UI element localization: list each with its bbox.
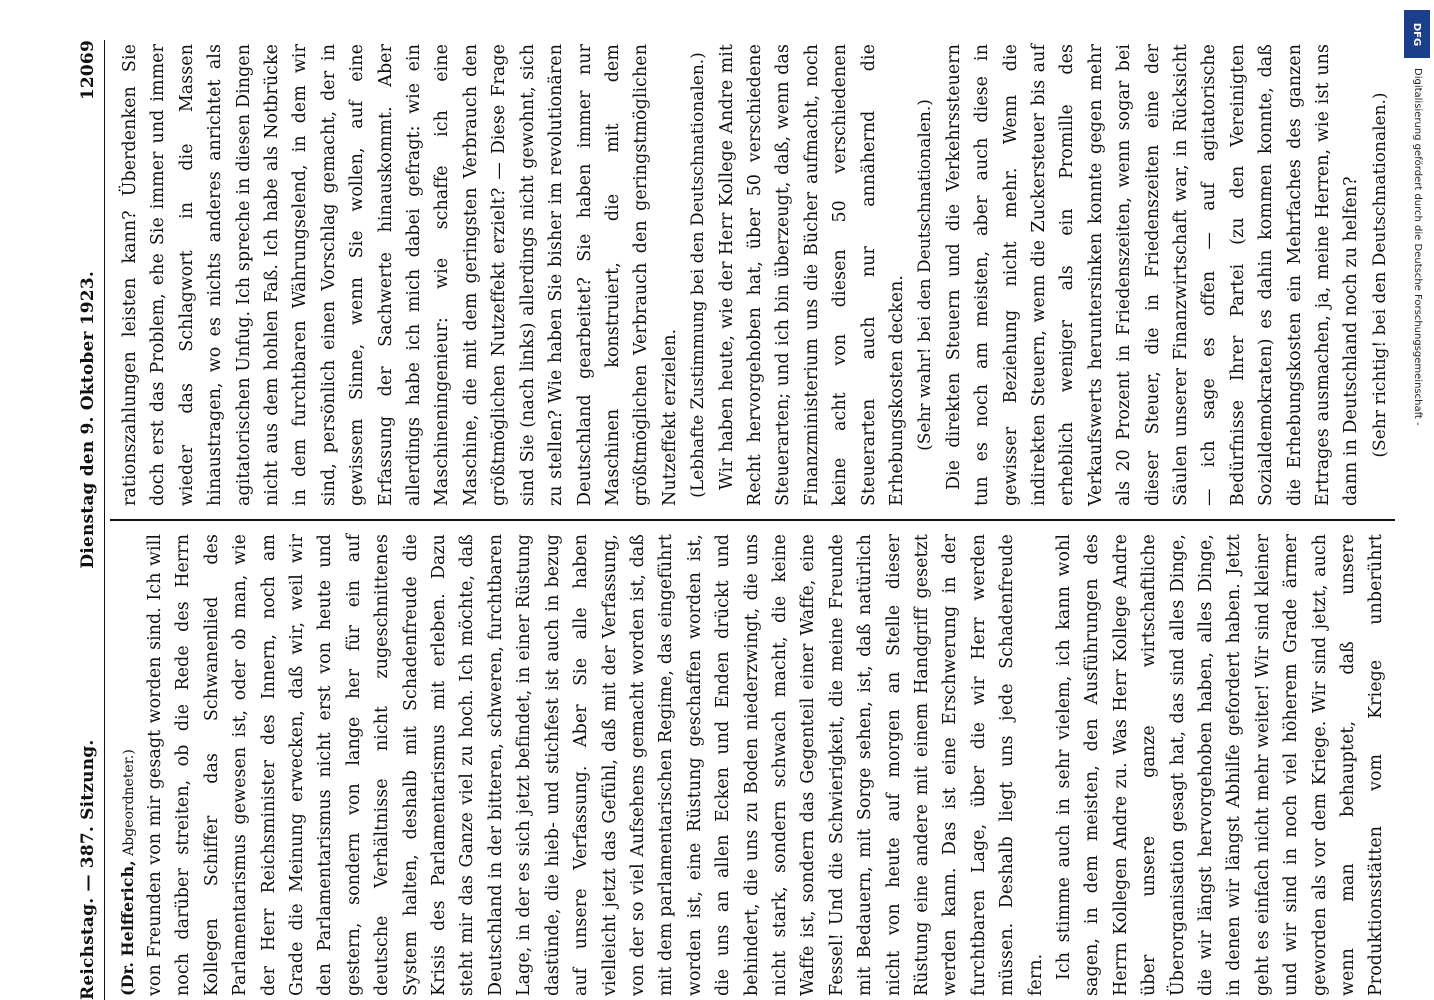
interjection: (Sehr richtig! bei den Deutschnationalen.) [1369,92,1390,458]
digitization-note: Digitalisierung gefördert durch die Deutsche Forschungsgemeinschaft - [1412,68,1423,426]
digitization-credit [1402,8,1432,993]
paragraph: Ich stimme auch in sehr vielem, ich kann wohl sagen, in dem meisten, den Ausführungen des Herrn Kollegen Andre zu. Was Herr Kollege Andre über unsere ganze wirtschaftliche Überorganisation gesagt hat, das sind alles Dinge, die wir längst hervorgehoben haben, alles Dinge, in denen wir längst Abhilfe gefordert haben. Jetzt geht es einfach nicht mehr weiter! Wir sind kleiner und wir sind in noch viel höherem Grade ärmer geworden als vor dem Kriege. Wir sind jetzt, auch wenn man behauptet, daß unsere Produktionsstätten vom Kriege unberührt [1054,534,1387,996]
header-left: Reichstag. — 387. Sitzung. [78,739,98,1000]
interjection: (Sehr wahr! bei den Deutschnationalen.) [915,99,936,451]
page-header [70,40,105,1000]
column-divider [110,520,1395,522]
rotated-page [70,40,1400,1000]
paragraph: rationszahlungen leisten kann? Überdenken Sie doch erst das Problem, ehe Sie immer und immer wieder das Schlagwort in die Massen hinaustragen, wo es nichts anderes anrichtet als agitatorischen Unfug. Ich spreche in diesen Dingen nicht aus dem hohlen Faß. Ich habe als Notbrücke in dem furchtbaren Währungselend, in dem wir sind, persönlich einen Vorschlag gemacht, der in gewissem Sinne, wenn Sie wollen, auf eine Erfassung der Sachwerte hinauskommt. Aber allerdings habe ich mich dabei gefragt: wie ein Maschineningenieur: wie schaffe ich eine Maschine, die mit dem geringsten Verbrauch den größtmöglichen Nutzeffekt erzielt? — Diese Frage sind Sie (nach links) allerdings nicht gewohnt, sich zu stellen? Wie haben Sie bisher im revolutionären Deutschland gearbeitet? Sie haben immer nur Maschinen konstruiert, die mit dem größtmöglichen Verbrauch den geringstmöglichen Nutzeffekt erzielen. [120,44,680,506]
right-column [110,40,1395,520]
left-column [110,520,1395,1000]
paragraph: von Freunden von mir gesagt worden sind. Ich will noch darüber streiten, ob die Rede des Herrn Kollegen Schiffer das Schwanenlied des Parlamentarismus gewesen ist, oder ob man, wie der Herr Reichsminister des Innern, noch am Grade die Meinung erwecken, daß wir, weil wir den Parlamentarismus nicht erst von heute und gestern, sondern von lange her für ein auf deutsche Verhältnisse nicht zugeschnittenes System halten, deshalb mit Schadenfreude die Krisis des Parlamentarismus mit erleben. Dazu steht mir das Ganze viel zu hoch. Ich möchte, daß Deutschland in der bitteren, schweren, furchtbaren Lage, in der es sich jetzt befindet, in einer Rüstung dastünde, die hieb- und stichfest ist auch in bezug auf unsere Verfassung. Aber Sie alle haben vielleicht jetzt das Gefühl, daß mit der Verfassung, von der so viel Aufsehens gemacht worden ist, daß mit dem parlamentarischen Regime, das eingeführt worden ist, eine Rüstung geschaffen worden ist, die uns an allen Ecken und Enden drückt und behindert, die uns zu Boden niederzwingt, die uns nicht stark, sondern schwach macht, die keine Waffe ist, sondern das Gegenteil einer Waffe, eine Fessel! Und die Schwierigkeit, die meine Freunde mit Bedauern, mit Sorge sehen, ist, daß natürlich nicht von heute auf morgen an Stelle dieser Rüstung eine andere mit einem Handgriff gesetzt werden kann. Das ist eine Erschwerung in der furchtbaren Lage, über die wir Herr werden müssen. Deshalb liegt uns jede Schadenfreude fern. [145,534,1046,996]
paragraph [1394,44,1395,506]
speaker-name: (Dr. Helfferich, [118,860,137,996]
speaker-role: Abgeordneter.) [121,749,137,856]
page-number: 12069 [78,40,98,101]
paragraph: Die direkten Steuern und die Verkehrssteuern tun es noch am meisten, aber auch diese in gewisser Beziehung nicht mehr. Wenn die indirekten Steuern, wenn die Zuckersteuer bis auf erheblich weniger als ein Promille des Verkaufswerts heruntersinken konnte gegen mehr als 20 Prozent in Friedenszeiten, wenn sogar bei dieser Steuer, die in Friedenszeiten eine der Säulen unserer Finanzwirtschaft war, in Rücksicht — ich sage es offen — auf agitatorische Bedürfnisse Ihrer Partei (zu den Vereinigten Sozialdemokraten) es dahin kommen konnte, daß die Erhebungskosten ein Mehrfaches des ganzen Ertrages ausmachen, ja, meine Herren, wie ist uns dann in Deutschland noch zu helfen? [943,44,1362,506]
paragraph: Wir haben heute, wie der Herr Kollege Andre mit Recht hervorgehoben hat, über 50 verschiedene Steuerarten; und ich bin überzeugt, daß, wenn das Finanzministerium uns die Bücher aufmacht, noch keine acht von diesen 50 verschiedenen Steuerarten auch nur annähernd die Erhebungskosten decken. [716,44,907,506]
header-date: Dienstag den 9. Oktober 1923. [78,271,98,569]
interjection: (Lebhafte Zustimmung bei den Deutschnationalen.) [688,52,709,498]
dfg-logo: DFG [1404,10,1430,58]
speaker-line [116,534,141,996]
